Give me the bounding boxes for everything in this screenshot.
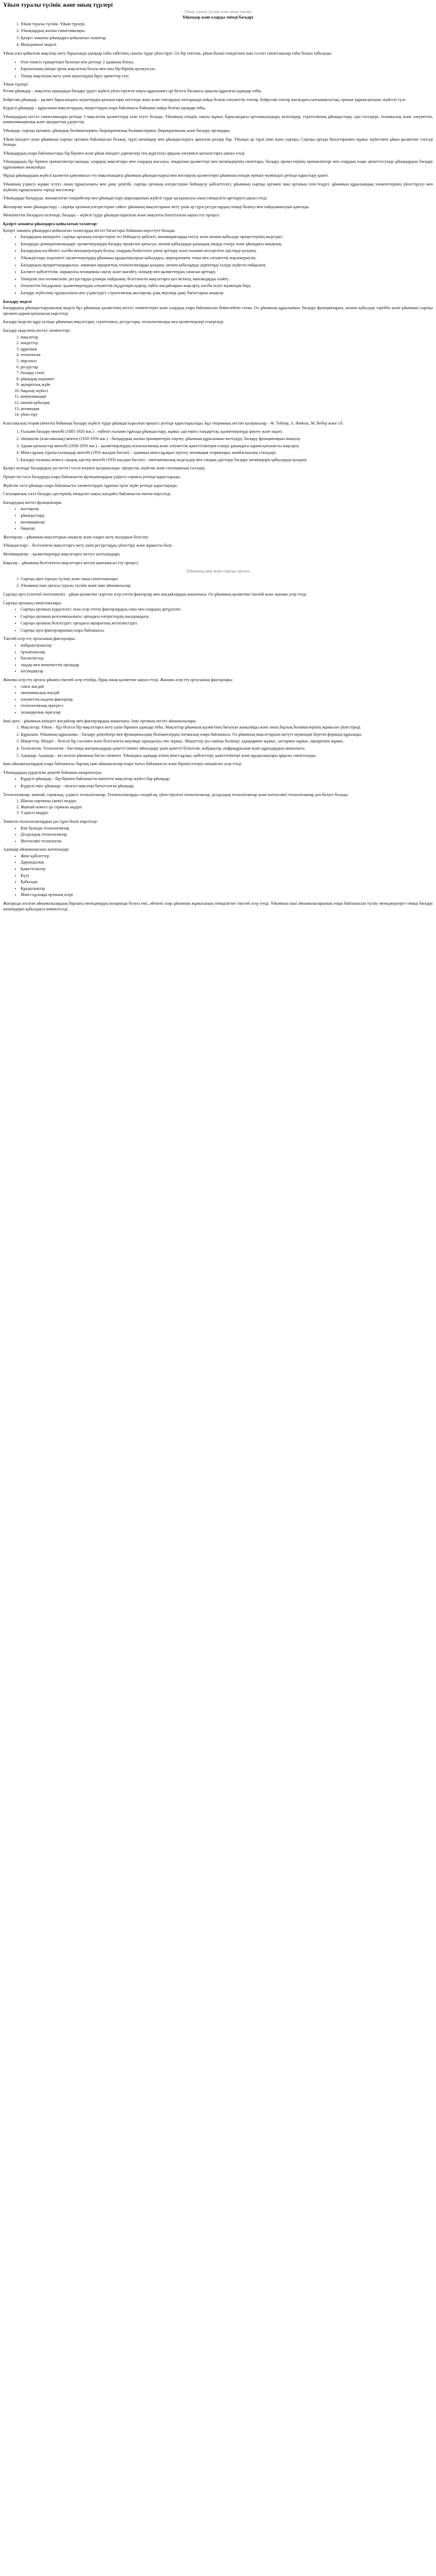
list-item: 14. үйлестіру bbox=[21, 412, 433, 418]
subheading: Сыртқы ортаның сипаттамалары: bbox=[3, 600, 62, 605]
list-item: • Басқарудың кәсібилігі: кәсіби менеджерлердің болуы, олардың біліктілігін үнемі арттыру және ғылыми негізделген әдістерді қолдану. bbox=[21, 248, 433, 254]
numbered-list bbox=[3, 725, 433, 758]
list-item: 3. Қазіргі заманғы ұйымдарға қойылатын талаптар. bbox=[21, 36, 433, 41]
paragraph: Ситуациялық тәсіл басқару әдістерінің тиімділігі нақты жағдайға байланысты екенін көрсетеді. bbox=[3, 492, 171, 497]
subheading: Қазіргі заманғы ұйымдарға қойылатын талаптар: bbox=[3, 222, 98, 227]
paragraph: Басқарудың ұйымдастырушылық моделі бұл ұйымның қызметінің негізгі элементтерін және олардың өзара байланысын бейнелейтін схема. Ол ұйымның құрылымын, басқару функцияларын, шешім қабылдау тәртібін және ұйымның сыртқы ортамен қарым-қатынасын көрсетеді. bbox=[3, 306, 433, 316]
list-item: • Бәсекеге қабілеттілік: нарықтағы позицияны сақтау және нығайту, өнімдер мен қызметтердің сапасын арттыру. bbox=[21, 269, 433, 275]
list-item: 4. технология bbox=[21, 352, 433, 358]
list-item: • бәсекелестер bbox=[21, 656, 433, 662]
list-item: 5. Басқару ғылымы немесе сандық әдістер мектебі (1950 жылдан бастап) – математикалық модельдер мен сандық әдістерді басқару шешімдерін қабылдауда қолдану. bbox=[21, 457, 433, 463]
list-item: 9. ақпараттық жүйе bbox=[21, 382, 433, 388]
list-item: • Күрделі емес ұйымдар – жалғыз мақсатқа бағытталған ұйымдар. bbox=[21, 784, 433, 789]
paragraph: Бақылау – ұйымның белгіленген мақсаттарға жетуін қамтамасыз ету процесі. bbox=[3, 560, 139, 565]
bullet-list bbox=[3, 506, 433, 531]
paragraph: Ұйымдардың өзара байланыстары бір бірімен және ұйым ішіндегі дәрежелері тең жүргізілуі арқылы өзгермелі қатынастарға ықпал етеді. bbox=[3, 150, 246, 156]
list-item: • Барлығының ішінде ортақ мақсаттың болуы мен оны бір-бірінің ортақтасуы. bbox=[21, 66, 433, 72]
document-title: Ұйым туралы түсінік және оның түрлері bbox=[3, 2, 113, 8]
list-item: • Сыртқы ортаның күрделілігі: оған әсер ететін факторлардың саны мен олардың әртүрлілігі. bbox=[21, 607, 433, 613]
list-item: 2. Ұйымдардың жалпы сипаттамалары. bbox=[21, 28, 433, 34]
bullet-list bbox=[3, 60, 433, 79]
list-item: • экономикалық жағдай bbox=[21, 690, 433, 696]
paragraph: Ұйымның үздіксіз жұмыс істеуі, оның тұрақтылығы мен даму деңгейі, сыртқы ортаның өзгерістеріне бейімделу қабілеттілігі, ұйымның сыртқы ортамен ішкі ортаның тепе-теңдігі, ұйымның құрылымдық элементтерінің үйлестірілуі мен жүйенің тұрақтылығы тәрізді мәселелер. bbox=[3, 182, 433, 192]
list-item: 12. шешім қабылдау bbox=[21, 400, 433, 406]
list-item: 3. құрылым bbox=[21, 347, 433, 352]
list-item: • саяси жағдай bbox=[21, 684, 433, 690]
paragraph: Ішкі орта – ұйымның ішіндегі жағдайлар мен факторлардың жиынтығы. Ішкі ортаның негізгі айнымалылары: bbox=[3, 718, 197, 723]
list-item: • бақылау bbox=[21, 526, 433, 532]
list-item: • Қажеттіліктер bbox=[21, 867, 433, 872]
list-item: • жоспарлау bbox=[21, 506, 433, 512]
list-item: 13. мотивация bbox=[21, 406, 433, 412]
list-item: • Әлеуметтік бағдарлану: қызметкерлердің әлеуметтік мүдделерін қорғау, еңбек жағдайларын жақсарту, кәсіби өсуге мүмкіндік беру. bbox=[21, 283, 433, 289]
paragraph: Қазіргі кезеңде басқарудың үш негізгі тәсілі кеңінен қолданылады: процестік, жүйелік және ситуациялық тәсілдер. bbox=[3, 466, 206, 471]
paragraph: Жоспарлау және ұйымдастыру – сыртқы ортаның өзгерістеріне сәйкес ұйымның мақсаттарына жету үшін әр түрлі ресурстардың тиімді бөлінуі мен пайдаланылуын қамтиды. bbox=[3, 204, 310, 209]
list-item: 3. Адами қатынастар мектебі (1930-1950 жж.) – қызметкерлердің психологиялық және әлеуметтік қажеттіліктерін ескеру, ұжымдағы қарым-қатынасты жақсарту. bbox=[21, 444, 433, 449]
list-item: • мотивациялау bbox=[21, 520, 433, 526]
section-heading: Ұйымдар және оларды тиімді басқару bbox=[182, 15, 254, 20]
list-item: • Сыртқы орта факторларының өзара байланысы. bbox=[21, 628, 433, 634]
list-item: • заңдар мен мемлекеттік органдар bbox=[21, 663, 433, 668]
bullet-list bbox=[3, 234, 433, 296]
numbered-list bbox=[3, 799, 433, 816]
paragraph: Күрделі ұйымдар – құрылымы мақсаттардың, міндеттердің өзара байланысы бойынша пайда болған адамдар тобы. bbox=[3, 106, 206, 111]
list-item: • Өзін тиімсіз ғұмыртешіл болатын кем дегенде 2 адамның болуы. bbox=[21, 60, 433, 65]
list-item: 11. коммуникация bbox=[21, 394, 433, 400]
paragraph: Ұйымдарды басқаруда: жинақталған тәжірибелер мен ұйымдастыру шараларының жүйелі түрде қолданылуы оның тиімділігін арттыруға ықпал етеді. bbox=[3, 196, 268, 201]
list-item: 4. Технология. Технология – бастапқы материалдарды қажетті өнімге айналдыру үшін қажетті біліктілік, жабдықтар, инфрақұрылым және құралдардың жиынтығы. bbox=[21, 746, 433, 752]
paragraph: Сыртқы орта (external environment) – ұйым қызметіне сырттан әсер ететін факторлар мен жағдайлардың жиынтығы. Ол ұйымның қызметіне тікелей және жанама әсер етеді. bbox=[3, 591, 307, 597]
list-item: • Құндылықтар bbox=[21, 886, 433, 892]
list-item: • Мінез-құлыққа ортаның әсері bbox=[21, 892, 433, 898]
subheading: Тікелей әсер ету ортасының факторлары: bbox=[3, 636, 76, 641]
list-item: • Сыртқы ортаның белгісіздігі: ортадағы ақпараттың жеткіліксіздігі. bbox=[21, 621, 433, 626]
list-item: • Басқарудың ақпараттандырылуы: заманауи ақпараттық технологияларды қолдану, шешім қабылдауда деректерді талдау жүйесін пайдалану. bbox=[21, 263, 433, 268]
list-item: 4. Менеджмент моделі. bbox=[21, 42, 433, 48]
list-item: 1. мақсаттар bbox=[21, 335, 433, 341]
list-item: 1. Сыртқы орта туралы түсінік және оның сипаттамалары bbox=[21, 577, 433, 582]
paragraph: Процестік тәсіл басқаруды өзара байланысты функциялардың үздіксіз сериясы ретінде қарастырады. bbox=[3, 474, 181, 479]
list-item: • Делдалдық технологиялар bbox=[21, 832, 433, 838]
list-item: 10. бақылау жүйесі bbox=[21, 388, 433, 394]
bullet-list bbox=[3, 826, 433, 844]
document-subtitle: Ұйым туралы түсінік және оның түрлері bbox=[184, 9, 252, 14]
list-item: 6. ресурстар bbox=[21, 365, 433, 370]
list-item: • Тиімді мақсатына жету үшін мүшелердің бірге әрекеттер етуі. bbox=[21, 74, 433, 79]
subheading: Ұйымдардың күрделілік деңгейі бойынша ажыратылуы: bbox=[3, 770, 102, 775]
subheading: Адамдар айнымалысына жататындар: bbox=[3, 847, 70, 852]
list-item: • тұтынушылар bbox=[21, 650, 433, 655]
paragraph: Жанама әсер ету ортасы ұйымға тікелей әсер етпейді, бірақ оның қызметіне ықпал етеді. Жанама әсер ету ортасының факторлары: bbox=[3, 677, 233, 683]
list-item: • Басқару жүйесінің тұрақтылығы мен үздіксіздігі: стратегиялық жоспарлау, ұзақ мерзімді даму бағыттарын анықтау. bbox=[21, 291, 433, 296]
bullet-list bbox=[3, 607, 433, 633]
list-item: • Басқарудың икемділігі: сыртқы ортаның өзгерістеріне тез бейімделу қабілеті, инновацияларды енгізу және шешім қабылдау процестерінің жеделдігі. bbox=[21, 234, 433, 240]
subheading: Басқару моделінің негізгі элементтері: bbox=[3, 328, 71, 333]
numbered-list bbox=[3, 335, 433, 418]
paragraph: Томпсон технологиялардың үш түрін бөліп көрсетеді: bbox=[3, 819, 98, 824]
list-item: • Дарындылық bbox=[21, 860, 433, 866]
paragraph: Ішкі айнымалылардың өзара байланысы: барлық ішкі айнымалылар өзара тығыз байланысты және бірінің өзгеруі екіншісіне әсер етеді. bbox=[3, 761, 242, 767]
list-item: 1. Мақсаттар. Ұйым – бұл белгілі бір мақсаттарға жету үшін біріккен адамдар тобы. Мақсаттар ұйымның қызметінің бағытын анықтайды және оның барлық бөлімшелерінің жұмысын үйлестіреді. bbox=[21, 725, 433, 731]
list-item: • жабдықтаушылар bbox=[21, 643, 433, 649]
intro-list bbox=[3, 22, 433, 48]
paragraph: Қазіргі заманғы ұйымдарға қойылатын талаптарды негізгі бағыттары бойынша көрсетуге болады: bbox=[3, 228, 176, 233]
list-item: 3. Міндеттер. Міндет – белгілі бір тәсілмен және белгіленген мерзімде орындалуы тиіс жұмыс. Міндеттер үш санатқа бөлінеді: адамдармен жұмыс, заттармен жұмыс, ақпаратпен жұмыс. bbox=[21, 739, 433, 744]
list-item: 7. басқару стилі bbox=[21, 370, 433, 376]
list-item: • Басқаруды демократияландыру: қызметкерлердің басқару процесіне қатысуы, шешім қабылдауда ұжымдық пікірді ескеру және ұйымдағы ашықтық. bbox=[21, 242, 433, 247]
paragraph: Ұйым ішіндегі және ұйымның сыртқы ортамен байланысын болжау, түрлі шешімдер мен ұйымдастыруға арналған рөлдер бар. Ұйымда әр түрлі ішкі және сыртқы, Сыртқы ортада бағыттарымен жұмыс жүйесімен ұйым қызметіне тәуелді болады. bbox=[3, 137, 433, 147]
bullet-list bbox=[3, 643, 433, 674]
bullet-list bbox=[3, 684, 433, 716]
paragraph: Мұнда ұйымдардың жүйелі қызметін қамтамасыз ету мақсатындағы ұйымның ұйымдастыруы мен жоспарлау қызметтерін ұйымның өзіндік ерекше мүмкіндігі ретінде қарастыру қажет. bbox=[3, 173, 329, 178]
list-item: • Күрделі ұйымдар – бір-бірімен байланысты көптеген мақсаттар жүйесі бар ұйымдар. bbox=[21, 776, 433, 782]
list-item: • Интенсивті технология bbox=[21, 839, 433, 844]
paragraph: Ұйымдастыру – белгіленген мақсаттарға жету үшін ресурстарды үйлестіру және жұмысты бөлу. bbox=[3, 543, 173, 548]
paragraph: Классикалық теория (мектеп) бойынша басқару жүйелі түрде ұйымдастырылған процесс ретінде қарастырылады. Бұл теорияның негізін қалаушылар – Ф. Тейлор, А. Файоль, М. Вебер және т.б. bbox=[3, 420, 344, 426]
paragraph: Жүйелік тәсіл ұйымды өзара байланысты элементтерден тұратын тұтас жүйе ретінде қарастырады. bbox=[3, 483, 178, 488]
paragraph: Ұйымдардың негізгі сипаттамалары ретінде 3 мақсаттық қызметтерді атап өтуге болады. Ұйымның өзіндік, нақты жұмыс барысындағы орталықтандыру, келісімдер, стратегиялық ұйымдастыру, әдіс-тәсілдері, техникалық және әлеуметтік, коммуникациялық және ақпараттық үдерістер. bbox=[3, 114, 433, 125]
list-item: • Күту bbox=[21, 873, 433, 879]
paragraph: Бейресми ұйымдар – қызмет барысындағы мүшелердің қатынастары негізінде жеке және топтардың топтарында пайда болған әлеуметтік топтар. Бейресми топтар жасандағы ынтымақтастық, ерекше қарым-қатынас жүйесін түзе. bbox=[3, 97, 407, 102]
list-item: • ұйымдастыру bbox=[21, 513, 433, 519]
subheading: Басқарудың негізгі функциялары: bbox=[3, 500, 62, 505]
list-item: • кәсіподақтар bbox=[21, 669, 433, 674]
list-item: • әлеуметтік-мәдени факторлар bbox=[21, 697, 433, 703]
list-item: 2. Ұйымның ішкі ортасы туралы түсінік және ішкі айнымалылар bbox=[21, 583, 433, 589]
paragraph: Ұйым алға қойылған мақсатқа жету барысында адамдар тобы өзбетінің саналы түрде үйлестіруі. Ол бір тектілік, ұйым болып өзіндігінен ішкі еселігі сипаттамалар тобы болып табылады: bbox=[3, 50, 333, 56]
list-item: 1. Ұйым туралы түсінік. Ұйым түрлері. bbox=[21, 22, 433, 27]
list-item: • Көп буынды технологиялар bbox=[21, 826, 433, 832]
list-item: 3. Үздіксіз өндіріс bbox=[21, 810, 433, 816]
paragraph: Ресми ұйымдар – мақсатты орындауда басқару үрдісі жүйелі үйлестірілген нақты құрылымға әрі белгілі басшысы арқылы құрылған адамдар тобы. bbox=[3, 88, 262, 93]
list-item: • Тиімділік пен нәтижелілік: ресурстарды ұтымды пайдалану, белгіленген мақсаттарға қол жеткізу, шығындарды азайту. bbox=[21, 277, 433, 282]
section-heading: Ұйымның ішкі және сыртқы ортасы bbox=[186, 569, 250, 574]
paragraph: Мемлекеттік басқаруға келгенде, басқару – жүйелі түрде ұйымдастырылған және мақсатты бағытталған ықпал ету процесі. bbox=[3, 213, 221, 218]
list-item: 2. Жаппай немесе ірі сериялы өндіріс bbox=[21, 805, 433, 810]
paragraph: Технологиялар: жаппай, сериялық, үздіксіз технологиялар. Технологияларды сондай-ақ, үйлестірілген технологиялар, делдалдық технологиялар және интенсивті технологиялар деп бөлуге болады. bbox=[3, 792, 349, 797]
numbered-list bbox=[3, 577, 433, 589]
document-page bbox=[0, 0, 436, 919]
list-item: • технологиялық прогресс bbox=[21, 703, 433, 709]
paragraph: Жоғарыда аталған айнымалылардың барлығы менеджердің назарында болуы тиіс, өйткені олар ұйымның жұмысының тиімділігіне тікелей әсер етеді. Ұйымның ішкі айнымалыларының өзара байланысын түсіну менеджерлерге тиімді басқару шешімдерін қабылдауға көмектеседі. bbox=[3, 901, 433, 911]
paragraph: Басқару моделін құру кезінде ұйымның мақсаттары, стратегиясы, ресурстары, технологиялары мен қызметкерлері ескеріледі. bbox=[3, 319, 224, 325]
list-item: 2. Құрылым. Ұйымның құрылымы – басқару деңгейлері мен функционалдық бөлімшелердің логикалық өзара байланысы. Ол ұйымның мақсаттарына жетуге мүмкіндік беретін формада құрылады. bbox=[21, 732, 433, 738]
list-item: 1. Шағын партиялы (жеке) өндіріс bbox=[21, 799, 433, 804]
subheading: Басқару моделі bbox=[3, 299, 32, 304]
list-item: • Жеке қабілеттер bbox=[21, 854, 433, 859]
list-item: • Сыртқы ортаның қозғалмалылығы: ортадағы өзгерістердің жылдамдығы. bbox=[21, 614, 433, 620]
list-item: • халықаралық оқиғалар bbox=[21, 710, 433, 716]
list-item: 4. Мінез-құлық туралы ғылымдар мектебі (1950 жылдан бастап) – адамның мінез-құлқын зерттеу, мотивация теориялары, көшбасшылық стильдері. bbox=[21, 450, 433, 456]
numbered-list bbox=[3, 429, 433, 463]
paragraph: Ұйымдар: сыртқы ортамен, ұйымдық бөлімшелермен, бюрократиялық бөлімшелермен, бюрократиялық және басқару органдары. bbox=[3, 128, 231, 133]
list-item: 8. ұйымдық мәдениет bbox=[21, 377, 433, 382]
list-item: 2. Әкімшілік (классикалық) мектеп (1920-1950 жж.) – басқарудың жалпы принциптерін әзірлеу, ұйымның құрылымын жетілдіру, басқару функцияларын анықтау. bbox=[21, 436, 433, 442]
list-item: 5. Адамдар. Адамдар – кез келген ұйымның басты элементі. Ұйымдағы адамдар өзінің мінез-құлқы, қабілеттері, қажеттіліктері және құндылықтары арқылы сипатталады. bbox=[21, 753, 433, 759]
list-item: • Ұйымдастыру мәдениеті: қызметкерлердің ұйымның құндылықтарын қабылдауы, корпоративтік этика мен әлеуметтік жауапкершілік. bbox=[21, 256, 433, 261]
paragraph: Ұйымдардың бір бірімен ерекшеліктері мынада: олардың мақсаттары мен олардың жасалуы, атқаратын қызметтері мен шешімдерінің сипаттары, басқару процестерінің ерекшеліктері мен олардың өзара әрекеттесуінде ұйымдардың басқару құрылымын анықтайды. bbox=[3, 159, 433, 170]
bullet-list bbox=[3, 854, 433, 898]
list-item: • Қабылдау bbox=[21, 879, 433, 885]
list-item: 2. міндеттер bbox=[21, 341, 433, 346]
paragraph: Жоспарлау – ұйымның мақсаттарын анықтау және оларға жету жолдарын белгілеу. bbox=[3, 534, 149, 539]
list-item: 5. персонал bbox=[21, 359, 433, 364]
paragraph: Мотивациялау – қызметкерлерді мақсаттарға жетуге ынталандыру. bbox=[3, 551, 120, 556]
list-item: 1. Ғылыми басқару мектебі (1885-1920 жж.) – еңбекті ғылыми тұрғыда ұйымдастыру, жұмыс әдістерін стандарттау, қызметкерлерді іріктеу және оқыту. bbox=[21, 429, 433, 435]
bullet-list bbox=[3, 776, 433, 789]
subheading: Ұйым түрлері: bbox=[3, 82, 29, 87]
